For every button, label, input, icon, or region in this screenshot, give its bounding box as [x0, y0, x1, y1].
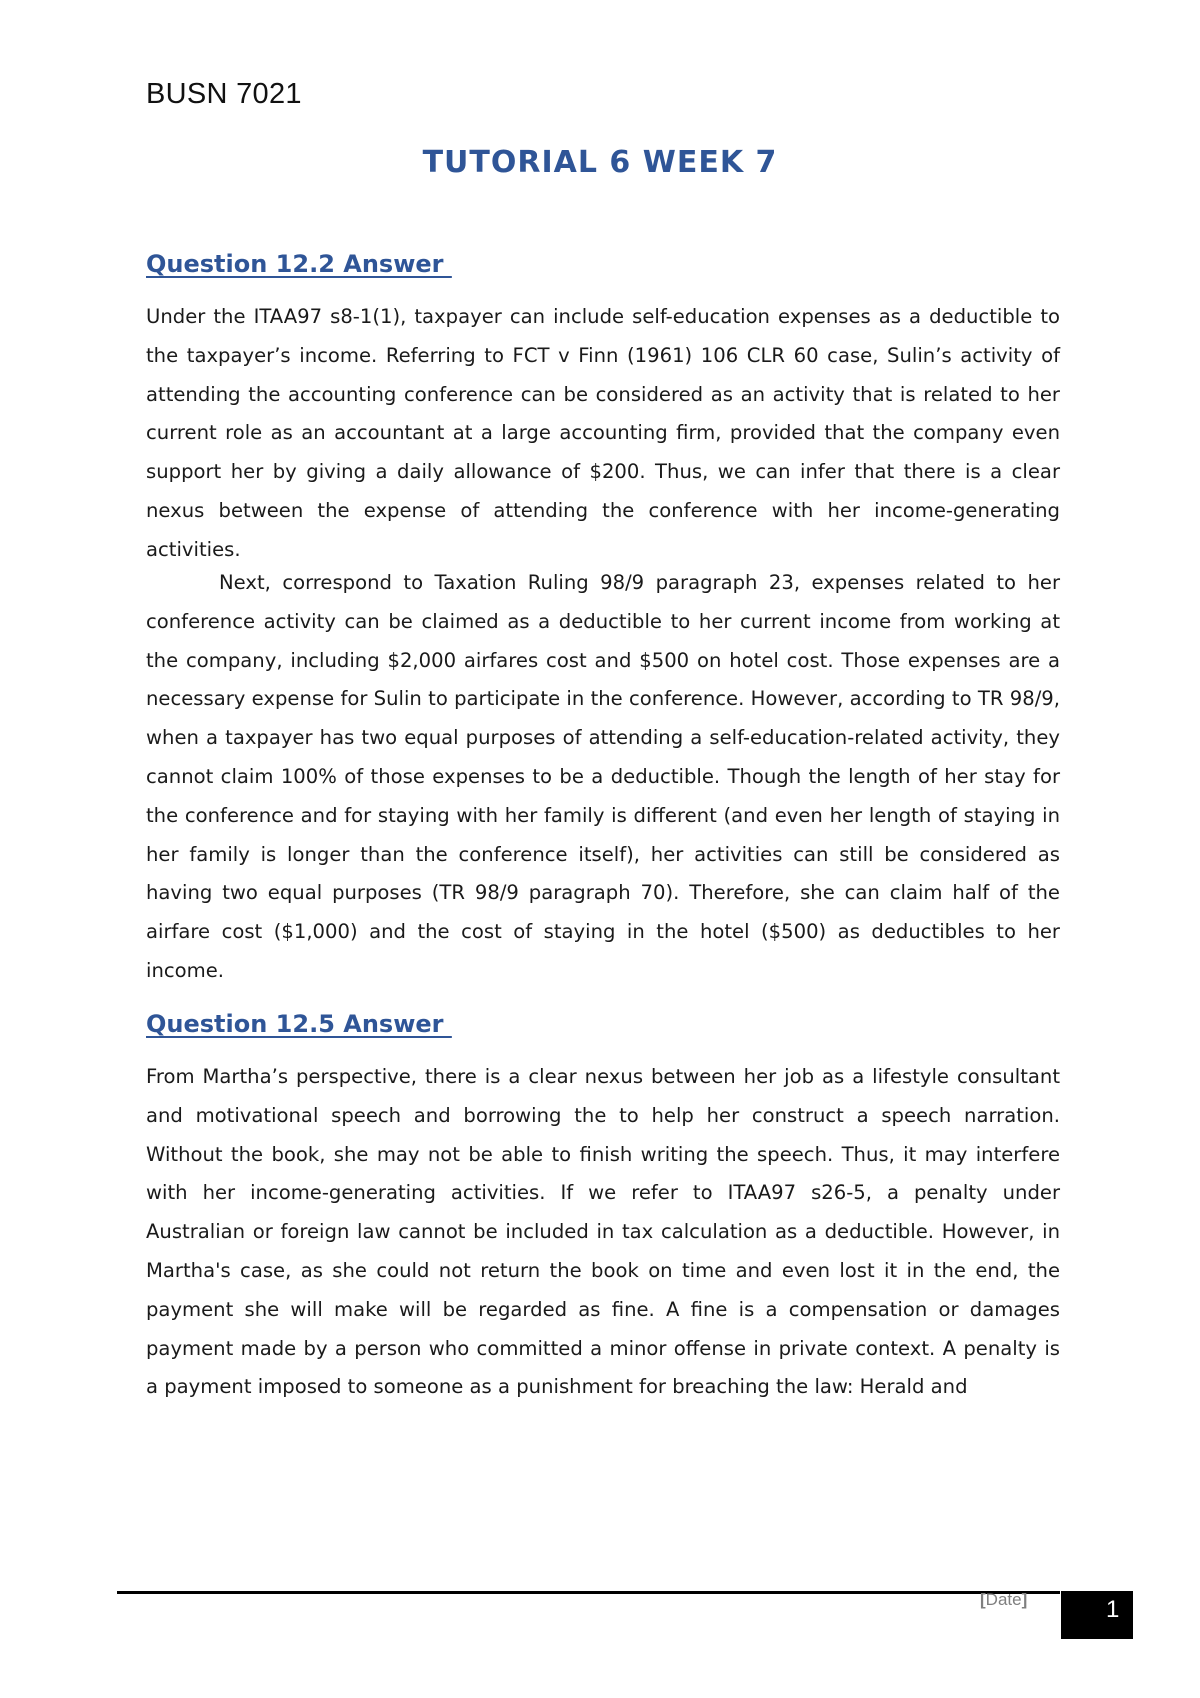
document-title: TUTORIAL 6 WEEK 7 [422, 145, 778, 180]
footer-divider [117, 1591, 1060, 1594]
page-number: 1 [1106, 1596, 1120, 1623]
footer-date-field [980, 1590, 1027, 1610]
question-12-2-paragraph-1: Under the ITAA97 s8-1(1), taxpayer can include self-education expenses as a deductible to the taxpayer’s income. Referring to FCT v Finn (1961) 106 CLR 60 case, Sulin’s activity of attending the accounting conference can be considered as an activity that is related to her current role as an accountant at a large accounting firm, provided that the company even support her by giving a daily allowance of $200. Thus, we can infer that there is a clear nexus between the expense of attending the conference with her income-generating activities. [146, 305, 1060, 561]
course-code: BUSN 7021 [146, 78, 302, 110]
question-12-2-heading: Question 12.2 Answer [146, 250, 452, 278]
question-12-5-heading: Question 12.5 Answer [146, 1010, 452, 1038]
footer-date-bracket-open: [ [980, 1590, 986, 1609]
footer-date-placeholder: Date [985, 1590, 1022, 1609]
page-number-box [1061, 1591, 1133, 1639]
question-12-2-paragraph-2: Next, correspond to Taxation Ruling 98/9 paragraph 23, expenses related to her conference activity can be claimed as a deductible to her current income from working at the company, including $2,000 airfares cost and $500 on hotel cost. Those expenses are a necessary expense for Sulin to participate in the conference. However, according to TR 98/9, when a taxpayer has two equal purposes of attending a self-education-related activity, they cannot claim 100% of those expenses to be a deductible. Though the length of her stay for the conference and for staying with her family is different (and even her length of staying in her family is longer than the conference itself), her activities can still be considered as having two equal purposes (TR 98/9 paragraph 70). Therefore, she can claim half of the airfare cost ($1,000) and the cost of staying in the hotel ($500) as deductibles to her income. [146, 571, 1060, 982]
question-12-5-paragraph-1: From Martha’s perspective, there is a clear nexus between her job as a lifestyle consultant and motivational speech and borrowing the to help her construct a speech narration. Without the book, she may not be able to finish writing the speech. Thus, it may interfere with her income-generating activities. If we refer to ITAA97 s26-5, a penalty under Australian or foreign law cannot be included in tax calculation as a deductible. However, in Martha's case, as she could not return the book on time and even lost it in the end, the payment she will make will be regarded as fine. A fine is a compensation or damages payment made by a person who committed a minor offense in private context. A penalty is a payment imposed to someone as a punishment for breaching the law: Herald and [146, 1065, 1060, 1399]
footer-date-bracket-close: ] [1021, 1590, 1028, 1609]
